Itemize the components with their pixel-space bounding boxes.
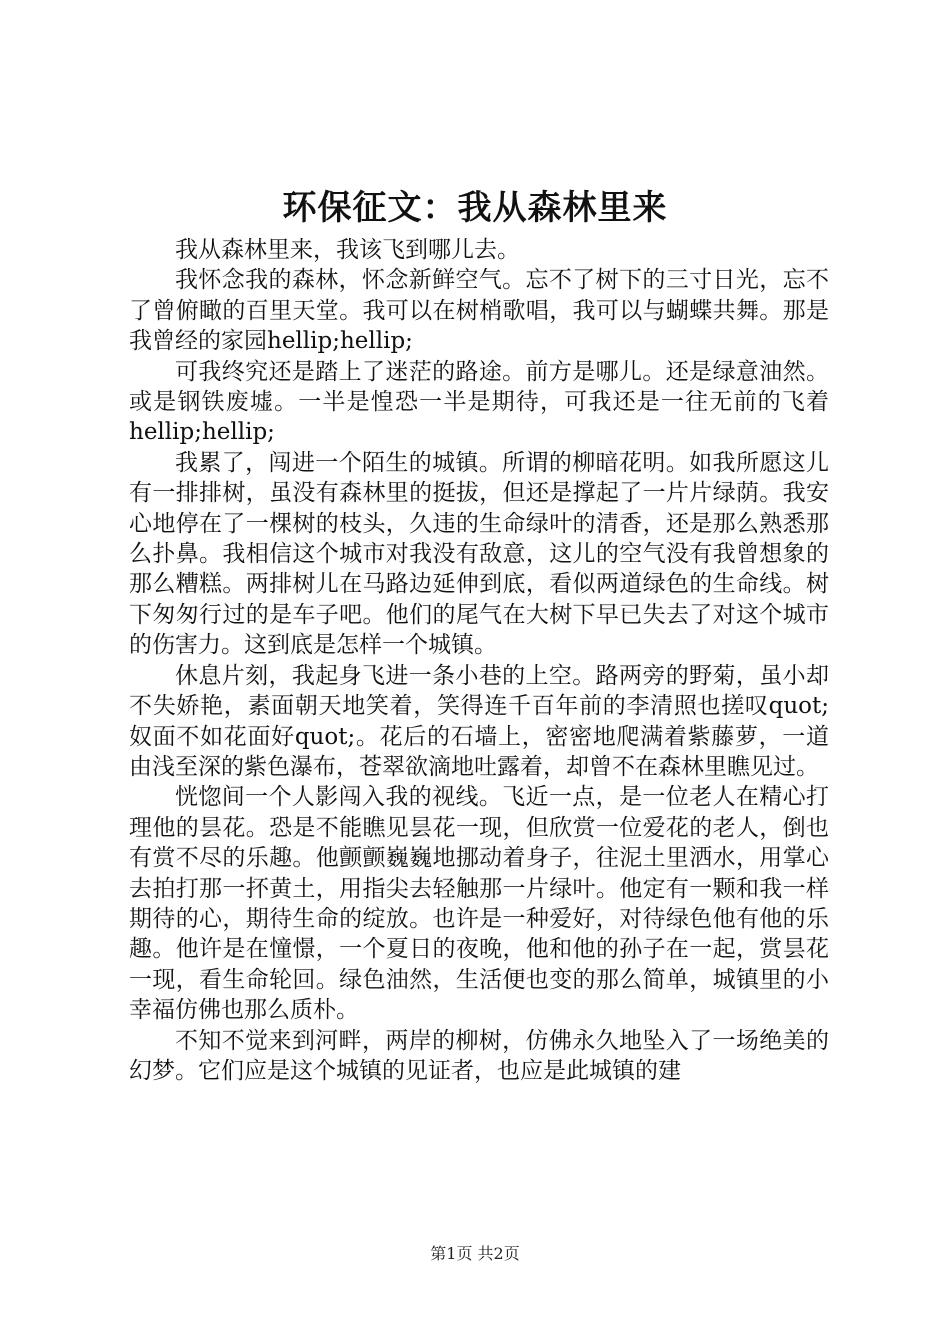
paragraph: 恍惚间一个人影闯入我的视线。飞近一点，是一位老人在精心打理他的昙花。恐是不能瞧见昙花一现，但欣赏一位爱花的老人，倒也有赏不尽的乐趣。他颤颤巍巍地挪动着身子，往泥土里洒水，用掌心去拍打那一抔黄土，用指尖去轻触那一片绿叶。他定有一颗和我一样期待的心，期待生命的绽放。也许是一种爱好，对待绿色他有他的乐趣。他许是在憧憬，一个夏日的夜晚，他和他的孙子在一起，赏昙花一现，看生命轮回。绿色油然，生活便也变的那么简单，城镇里的小幸福仿佛也那么质朴。 bbox=[129, 784, 829, 1024]
paragraph: 可我终究还是踏上了迷茫的路途。前方是哪儿。还是绿意油然。或是钢铁废墟。一半是惶恐一半是期待，可我还是一往无前的飞着hellip;hellip; bbox=[129, 358, 829, 446]
paragraph: 我从森林里来，我该飞到哪儿去。 bbox=[175, 237, 520, 263]
paragraph: 我累了，闯进一个陌生的城镇。所谓的柳暗花明。如我所愿这儿有一排排树，虽没有森林里的挺拔，但还是撑起了一片片绿荫。我安心地停在了一棵树的枝头，久违的生命绿叶的清香，还是那么熟悉那么扑鼻。我相信这个城市对我没有敌意，这儿的空气没有我曾想象的那么糟糕。两排树儿在马路边延伸到底，看似两道绿色的生命线。树下匆匆行过的是车子吧。他们的尾气在大树下早已失去了对这个城市的伤害力。这到底是怎样一个城镇。 bbox=[129, 449, 829, 659]
document-title: 环保征文：我从森林里来 bbox=[282, 188, 668, 228]
paragraph: 休息片刻，我起身飞进一条小巷的上空。路两旁的野菊，虽小却不失娇艳，素面朝天地笑着，笑得连千百年前的李清照也搓叹quot;奴面不如花面好quot;。花后的石墙上，密密地爬满着紫藤萝，一道由浅至深的紫色瀑布，苍翠欲滴地吐露着，却曾不在森林里瞧见过。 bbox=[129, 662, 829, 780]
document-body bbox=[129, 235, 829, 1086]
paragraph: 不知不觉来到河畔，两岸的柳树，仿佛永久地坠入了一场绝美的幻梦。它们应是这个城镇的见证者，也应是此城镇的建 bbox=[129, 1027, 829, 1084]
paragraph: 我怀念我的森林，怀念新鲜空气。忘不了树下的三寸日光，忘不了曾俯瞰的百里天堂。我可以在树梢歌唱，我可以与蝴蝶共舞。那是我曾经的家园hellip;hellip; bbox=[129, 267, 829, 355]
page-footer: 第1页 共2页 bbox=[430, 1244, 520, 1263]
